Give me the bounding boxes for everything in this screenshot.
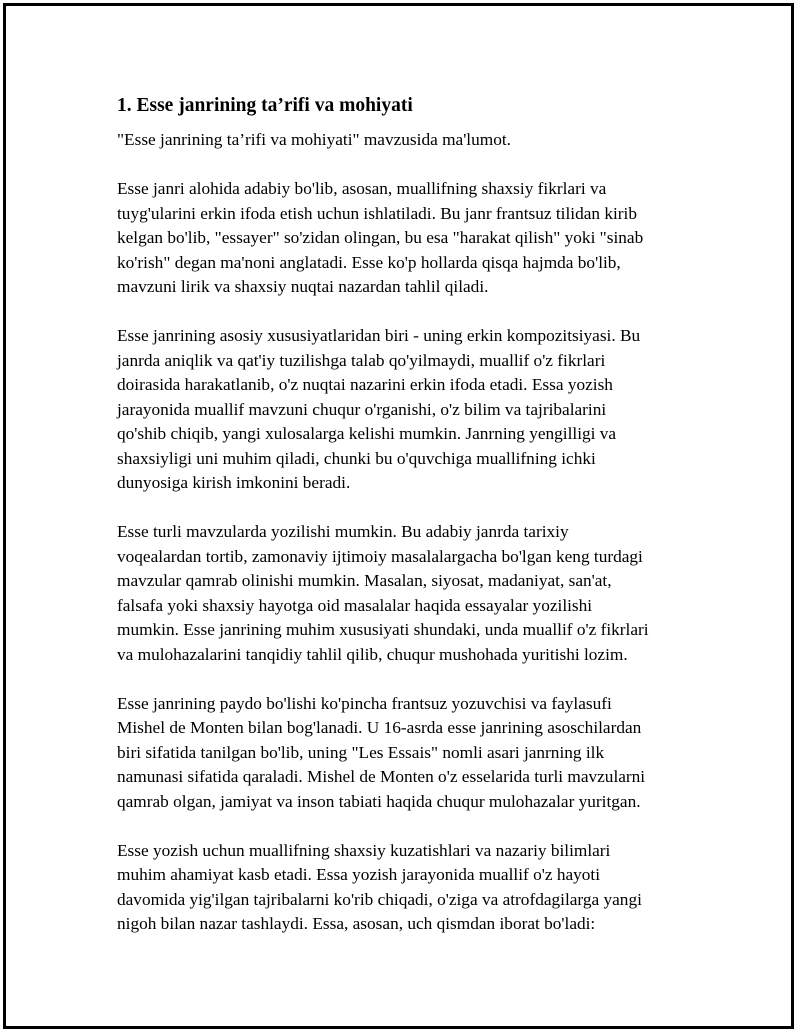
text-line: mavzular qamrab olinishi mumkin. Masalan, siyosat, madaniyat, san'at, [117, 571, 612, 590]
text-line: Mishel de Monten bilan bog'lanadi. U 16-asrda esse janrining asoschilardan [117, 718, 642, 737]
text-line: davomida yig'ilgan tajribalarni ko'rib chiqadi, o'ziga va atrofdagilarga yangi [117, 889, 642, 909]
text-line: biri sifatida tanilgan bo'lib, uning "Les Essais" nomli asari janrning ilk [117, 742, 605, 762]
text-line: shaxsiyligi uni muhim qiladi, chunki bu o'quvchiga muallifning ichki [117, 448, 596, 468]
text-line: dunyosiga kirish imkonini beradi. [117, 473, 351, 492]
text-line: Esse janrining paydo bo'lishi ko'pincha frantsuz yozuvchisi va faylasufi [117, 693, 612, 713]
text-line: mumkin. Esse janrining muhim xususiyati shundaki, unda muallif o'z fikrlari [117, 620, 649, 639]
text-line: mavzuni lirik va shaxsiy nuqtai nazardan tahlil qiladi. [117, 277, 489, 296]
text-line: va mulohazalarini tanqidiy tahlil qilib, chuqur mushohada yuritishi lozim. [117, 644, 628, 664]
text-line: voqealardan tortib, zamonaviy ijtimoiy masalalargacha bo'lgan keng turdagi [117, 546, 643, 566]
text-line: muhim ahamiyat kasb etadi. Essa yozish jarayonida muallif o'z hayoti [117, 865, 601, 884]
paragraph [117, 324, 697, 496]
paragraph [117, 128, 697, 153]
text-line: nigoh bilan nazar tashlaydi. Essa, asosan, uch qismdan iborat bo'ladi: [117, 914, 596, 933]
text-line: qo'shib chiqib, yangi xulosalarga kelishi mumkin. Janrning yengilligi va [117, 424, 617, 443]
text-line: qamrab olgan, jamiyat va inson tabiati haqida chuqur mulohazalar yuritgan. [117, 791, 641, 811]
paragraph [117, 177, 697, 300]
text-line: falsafa yoki shaxsiy hayotga oid masalalar haqida essayalar yozilishi [117, 595, 593, 615]
paragraph [117, 520, 697, 667]
text-line: Esse janri alohida adabiy bo'lib, asosan, muallifning shaxsiy fikrlari va [117, 179, 607, 198]
text-line: jarayonida muallif mavzuni chuqur o'rganishi, o'z bilim va tajribalarini [117, 399, 607, 419]
document-body [117, 93, 697, 961]
paragraph [117, 839, 697, 937]
text-line: Esse turli mavzularda yozilishi mumkin. Bu adabiy janrda tarixiy [117, 522, 569, 541]
text-line: namunasi sifatida qaraladi. Mishel de Monten o'z esselarida turli mavzularni [117, 767, 646, 786]
paragraphs-container [117, 128, 697, 937]
text-line: tuyg'ularini erkin ifoda etish uchun ishlatiladi. Bu janr frantsuz tilidan kirib [117, 203, 637, 223]
text-line: ko'rish" degan ma'noni anglatadi. Esse ko'p hollarda qisqa hajmda bo'lib, [117, 252, 621, 272]
section-heading: 1. Esse janrining ta’rifi va mohiyati [117, 95, 413, 116]
text-line: Esse yozish uchun muallifning shaxsiy kuzatishlari va nazariy bilimlari [117, 840, 611, 860]
text-line: janrda aniqlik va qat'iy tuzilishga talab qo'yilmaydi, muallif o'z fikrlari [117, 350, 606, 370]
text-line: doirasida harakatlanib, o'z nuqtai nazarini erkin ifoda etadi. Essa yozish [117, 375, 613, 394]
text-line: Esse janrining asosiy xususiyatlaridan biri - uning erkin kompozitsiyasi. Bu [117, 326, 641, 345]
text-line: kelgan bo'lib, "essayer" so'zidan olingan, bu esa "harakat qilish" yoki "sinab [117, 228, 644, 247]
text-line: "Esse janrining ta’rifi va mohiyati" mavzusida ma'lumot. [117, 130, 511, 149]
paragraph [117, 692, 697, 815]
